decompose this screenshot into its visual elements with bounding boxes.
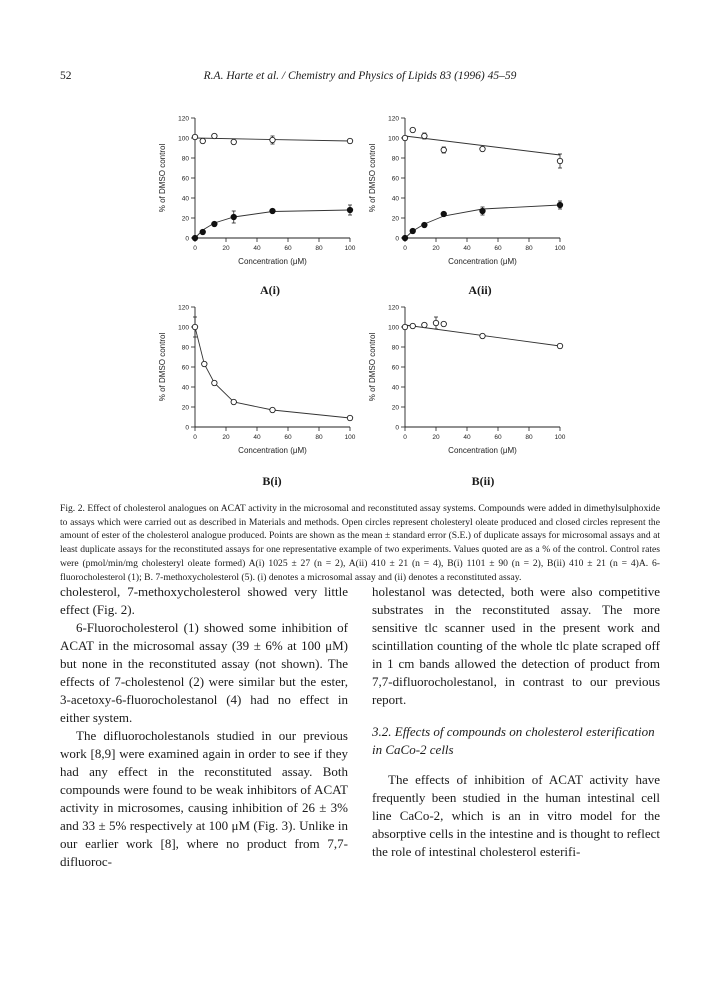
x-tick-label: 20 xyxy=(432,245,440,252)
data-point-closed xyxy=(480,208,485,213)
y-tick-label: 0 xyxy=(185,424,189,432)
chart-a-i xyxy=(145,106,375,278)
paragraph: holestanol was detected, both were also competitive substrates in the reconstituted assay. The more sensitive tlc scanner used in the present work and scintillation counting of the whole tlc plate scraped off in 1 cm bands allowed the detection of product from 7,7-difluorocholestanol, in contrast to our previous report. xyxy=(372,584,660,707)
section-heading: 3.2. Effects of compounds on cholesterol esterification in CaCo-2 cells xyxy=(372,724,655,757)
data-point-open xyxy=(212,133,217,138)
x-tick-label: 80 xyxy=(525,434,533,441)
data-point-closed xyxy=(231,214,236,219)
data-point-open xyxy=(192,324,197,329)
y-tick-label: 40 xyxy=(391,195,399,203)
y-tick-label: 60 xyxy=(181,175,189,183)
y-tick-label: 120 xyxy=(178,304,189,312)
y-tick-label: 100 xyxy=(388,135,399,143)
paragraph: cholesterol, 7-methoxycholesterol showed very little effect (Fig. 2). xyxy=(60,584,348,617)
chart-a-ii xyxy=(355,106,585,278)
x-axis-label: Concentration (μM) xyxy=(448,257,517,266)
x-tick-label: 0 xyxy=(193,434,197,441)
x-tick-label: 60 xyxy=(494,434,502,441)
y-tick-label: 120 xyxy=(388,115,399,123)
y-tick-label: 0 xyxy=(395,235,399,243)
data-point-closed xyxy=(200,229,205,234)
data-point-open xyxy=(402,324,407,329)
x-tick-label: 80 xyxy=(315,434,323,441)
chart-b-i xyxy=(145,295,375,467)
data-point-closed xyxy=(192,235,197,240)
x-tick-label: 20 xyxy=(432,434,440,441)
x-tick-label: 20 xyxy=(222,434,230,441)
x-tick-label: 100 xyxy=(344,245,356,252)
y-tick-label: 80 xyxy=(391,344,399,352)
page-number: 52 xyxy=(60,70,72,82)
x-tick-label: 60 xyxy=(284,434,292,441)
y-tick-label: 80 xyxy=(181,344,189,352)
data-point-open xyxy=(200,138,205,143)
x-tick-label: 100 xyxy=(554,434,566,441)
data-point-closed xyxy=(347,207,352,212)
x-axis-label: Concentration (μM) xyxy=(238,257,307,266)
paragraph: The difluorocholestanols studied in our previous work [8,9] were examined again in order to see if they had any effect in the reconstituted assay. Both compounds were found to be weak inhibitors of ACAT activity in microsomes, causing inhibition of 26 ± 3% and 33 ± 5% respectively at 100 μM (Fig. 3). Unlike in our earlier work [8], where no product from 7,7-difluoroc- xyxy=(60,728,348,869)
y-tick-label: 80 xyxy=(391,155,399,163)
data-point-open xyxy=(557,343,562,348)
page-header xyxy=(60,70,660,86)
y-tick-label: 20 xyxy=(391,404,399,412)
body-column-right xyxy=(372,583,660,861)
paragraph: 6-Fluorocholesterol (1) showed some inhibition of ACAT in the microsomal assay (39 ± 6% at 100 μM) but none in the reconstituted assay (not shown). The effects of 7-cholestenol (2) were similar but the ester, 3-acetoxy-6-fluorocholestanol (4) had no effect in either system. xyxy=(60,620,348,725)
data-point-open xyxy=(410,323,415,328)
panel-label-a-i: A(i) xyxy=(260,283,280,297)
y-axis-label: % of DMSO control xyxy=(158,143,167,213)
y-tick-label: 100 xyxy=(178,135,189,143)
data-point-open xyxy=(347,415,352,420)
y-tick-label: 40 xyxy=(391,384,399,392)
data-point-open xyxy=(212,380,217,385)
data-point-closed xyxy=(557,202,562,207)
x-tick-label: 60 xyxy=(284,245,292,252)
panel-label-b-ii: B(ii) xyxy=(471,474,495,488)
y-tick-label: 40 xyxy=(181,384,189,392)
y-tick-label: 20 xyxy=(181,215,189,223)
y-tick-label: 120 xyxy=(178,115,189,123)
panel-label-a-ii: A(ii) xyxy=(468,283,492,297)
fit-line xyxy=(195,327,350,418)
y-tick-label: 80 xyxy=(181,155,189,163)
running-head: R.A. Harte et al. / Chemistry and Physics of Lipids 83 (1996) 45–59 xyxy=(203,70,517,82)
y-tick-label: 60 xyxy=(391,364,399,372)
x-tick-label: 100 xyxy=(344,434,356,441)
data-point-open xyxy=(270,137,275,142)
x-tick-label: 40 xyxy=(463,434,471,441)
x-tick-label: 40 xyxy=(253,245,261,252)
data-point-closed xyxy=(422,222,427,227)
data-point-open xyxy=(441,147,446,152)
y-tick-label: 100 xyxy=(388,324,399,332)
data-point-open xyxy=(480,146,485,151)
figure-caption: Fig. 2. Effect of cholesterol analogues on ACAT activity in the microsomal and reconstituted assay systems. Compounds were added in dimethylsulphoxide to assays which were carried out as described in Materials and methods. Open circles represent cholesteryl oleate produced and closed circles represent the amount of ester of the cholesterol analogue produced. Points are shown as the mean ± standard error (S.E.) of duplicate assays for microsomal assays and at least duplicate assays for the reconstituted assays for one representative example of two experiments. Values quoted are as a % of the control. Control rates were (pmol/min/mg cholesteryl oleate formed) A(i) 1025 ± 27 (n = 2), A(ii) 410 ± 21 (n = 4), B(i) 1101 ± 90 (n = 2), B(ii) 410 ± 21 (n = 4)A. 6-fluorocholesterol (1); B. 7-methoxycholesterol (5). (i) denotes a microsomal assay and (ii) denotes a reconstituted assay. xyxy=(60,503,660,583)
data-point-closed xyxy=(270,208,275,213)
x-tick-label: 0 xyxy=(193,245,197,252)
data-point-open xyxy=(270,407,275,412)
data-point-open xyxy=(402,135,407,140)
x-tick-label: 80 xyxy=(525,245,533,252)
data-point-open xyxy=(202,361,207,366)
data-point-open xyxy=(231,399,236,404)
chart-b-ii xyxy=(355,295,585,467)
y-tick-label: 0 xyxy=(185,235,189,243)
data-point-open xyxy=(192,134,197,139)
data-point-closed xyxy=(441,211,446,216)
data-point-closed xyxy=(212,221,217,226)
y-tick-label: 20 xyxy=(391,215,399,223)
data-point-open xyxy=(231,139,236,144)
data-point-open xyxy=(480,333,485,338)
x-tick-label: 40 xyxy=(463,245,471,252)
data-point-open xyxy=(433,320,438,325)
y-axis-label: % of DMSO control xyxy=(368,332,377,402)
x-tick-label: 100 xyxy=(554,245,566,252)
x-tick-label: 80 xyxy=(315,245,323,252)
data-point-open xyxy=(410,127,415,132)
fit-line xyxy=(195,210,350,238)
x-tick-label: 0 xyxy=(403,434,407,441)
data-point-closed xyxy=(402,235,407,240)
y-tick-label: 20 xyxy=(181,404,189,412)
y-tick-label: 40 xyxy=(181,195,189,203)
y-tick-label: 0 xyxy=(395,424,399,432)
x-tick-label: 0 xyxy=(403,245,407,252)
y-axis-label: % of DMSO control xyxy=(368,143,377,213)
y-tick-label: 100 xyxy=(178,324,189,332)
x-tick-label: 40 xyxy=(253,434,261,441)
x-axis-label: Concentration (μM) xyxy=(238,446,307,455)
data-point-open xyxy=(347,138,352,143)
y-tick-label: 120 xyxy=(388,304,399,312)
data-point-open xyxy=(422,133,427,138)
paragraph: The effects of inhibition of ACAT activity have frequently been studied in the human intestinal cell line CaCo-2, which is an in vitro model for the absorptive cells in the intestine and is thought to reflect the role of intestinal cholesterol esterifi- xyxy=(372,772,660,859)
y-tick-label: 60 xyxy=(181,364,189,372)
panel-label-b-i: B(i) xyxy=(262,474,282,488)
data-point-open xyxy=(557,158,562,163)
y-tick-label: 60 xyxy=(391,175,399,183)
x-axis-label: Concentration (μM) xyxy=(448,446,517,455)
y-axis-label: % of DMSO control xyxy=(158,332,167,402)
body-column-left xyxy=(60,583,348,871)
data-point-open xyxy=(441,321,446,326)
x-tick-label: 60 xyxy=(494,245,502,252)
x-tick-label: 20 xyxy=(222,245,230,252)
data-point-open xyxy=(422,322,427,327)
data-point-closed xyxy=(410,228,415,233)
